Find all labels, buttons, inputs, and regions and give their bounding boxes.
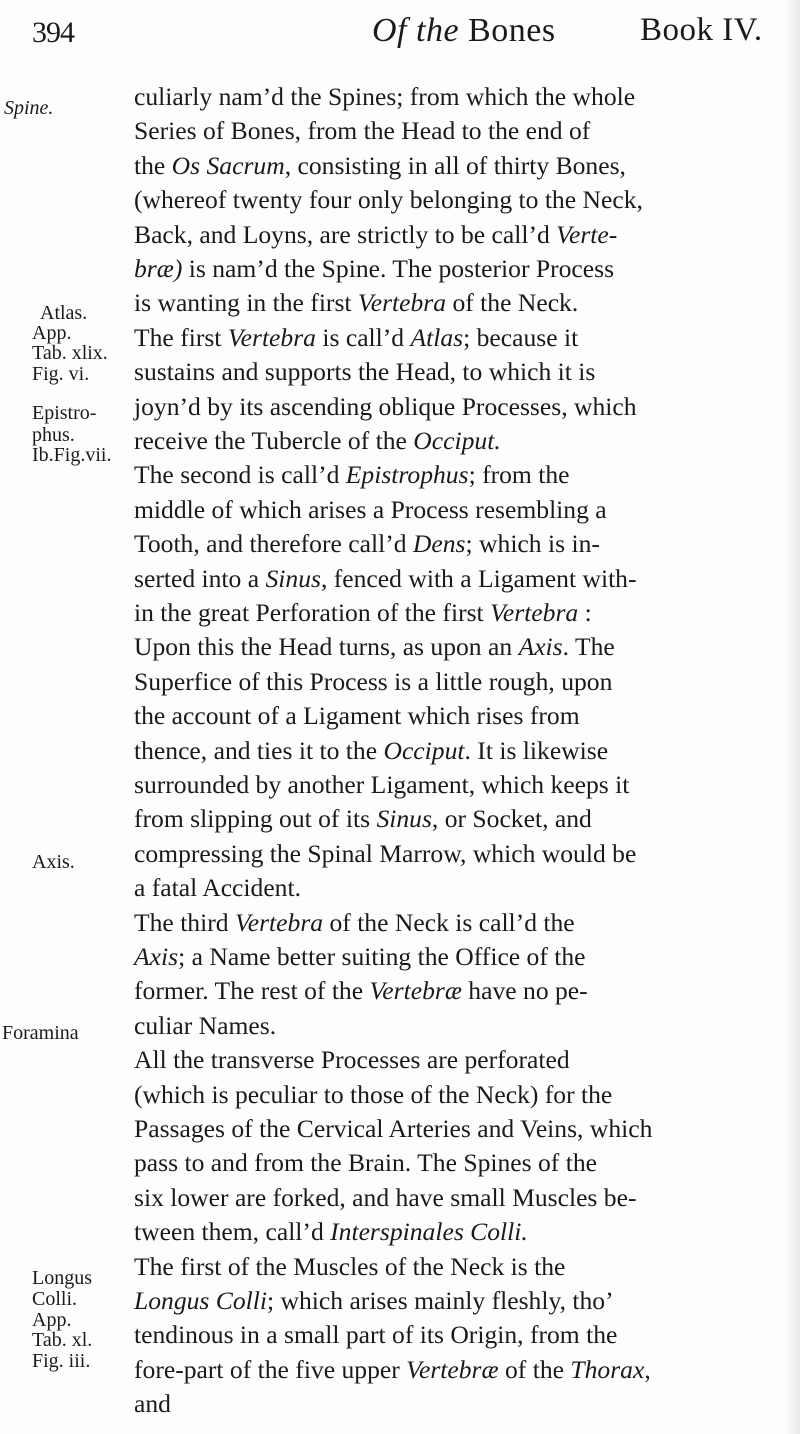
margin-notes xyxy=(0,0,118,1434)
text-line xyxy=(134,1181,636,1215)
italic-run: Vertebræ xyxy=(369,976,462,1006)
text-run: Superfice of this Process is a little rough, upon xyxy=(134,666,613,696)
text-run: ; which arises mainly fleshly, tho’ xyxy=(266,1286,614,1315)
text-line xyxy=(134,458,570,492)
italic-run: Sinus xyxy=(265,563,321,593)
text-run: six lower are forked, and have small Muscles be- xyxy=(134,1182,637,1212)
text-run: serted into a xyxy=(134,563,266,593)
text-run: and xyxy=(134,1389,171,1419)
margin-note: Fig. vi. xyxy=(32,363,90,385)
margin-note: Foramina xyxy=(2,1022,79,1044)
text-line xyxy=(134,1215,528,1249)
text-run: of the Neck. xyxy=(446,288,579,318)
text-line xyxy=(134,1250,565,1284)
text-run: Passages of the Cervical Arteries and Veins, which xyxy=(134,1114,653,1143)
italic-run: Epistrophus xyxy=(345,460,469,490)
italic-run: Axis xyxy=(518,632,563,662)
text-line xyxy=(134,699,580,733)
italic-run: Verte- xyxy=(556,219,618,249)
text-line xyxy=(134,493,607,527)
italic-run: Occiput. xyxy=(413,426,501,455)
text-run: the xyxy=(134,150,172,180)
italic-run: Atlas xyxy=(410,322,464,352)
text-run: of the Neck is call’d the xyxy=(323,907,575,937)
text-line xyxy=(134,149,626,183)
margin-note: Tab. xl. xyxy=(32,1329,93,1351)
text-run: culiarly nam’d the Spines; from which the whole xyxy=(134,82,636,111)
italic-run: Dens xyxy=(412,529,466,559)
italic-run: Os Sacrum xyxy=(171,150,285,180)
text-line xyxy=(134,286,578,320)
text-run: fore-part of the five upper xyxy=(134,1354,407,1384)
text-line xyxy=(134,527,600,561)
text-line xyxy=(134,562,637,596)
text-run: former. The rest of the xyxy=(134,976,370,1006)
italic-run: bræ) xyxy=(134,254,183,283)
text-run: from slipping out of its xyxy=(134,804,377,834)
margin-note: App. xyxy=(32,322,72,344)
text-run: ; which is in- xyxy=(465,529,600,559)
running-title-rest: Bones xyxy=(459,12,556,49)
text-run: ; because it xyxy=(463,322,579,352)
italic-run: Vertebra xyxy=(227,322,316,352)
text-line xyxy=(134,1353,651,1387)
text-run: of the xyxy=(498,1354,571,1384)
text-run: culiar Names. xyxy=(134,1010,277,1040)
text-run: The second is call’d xyxy=(134,460,346,490)
text-run: in the great Perforation of the first xyxy=(134,598,491,627)
text-run: (which is peculiar to those of the Neck) for the xyxy=(134,1079,613,1109)
text-run: ; a Name better suiting the Office of the xyxy=(178,942,586,971)
text-run: a fatal Accident. xyxy=(134,873,301,903)
text-line xyxy=(134,871,301,905)
italic-run: Occiput xyxy=(383,735,465,765)
text-line xyxy=(134,183,643,217)
text-run: The third xyxy=(134,907,235,937)
text-line xyxy=(134,940,586,974)
margin-note: Axis. xyxy=(32,851,75,873)
text-run: tween them, call’d xyxy=(134,1217,331,1247)
italic-run: Vertebra xyxy=(234,907,324,937)
text-line xyxy=(134,1009,276,1043)
text-run: The first xyxy=(134,322,228,352)
text-run: is nam’d the Spine. The posterior Process xyxy=(182,254,615,283)
italic-run: Vertebræ xyxy=(406,1354,499,1384)
text-line xyxy=(134,768,629,802)
italic-run: Sinus xyxy=(376,804,432,834)
text-line xyxy=(134,424,501,458)
text-run: (whereof twenty four only belonging to the Neck, xyxy=(134,185,643,215)
text-run: . It is likewise xyxy=(464,735,609,765)
running-title xyxy=(372,12,556,50)
margin-note: Colli. xyxy=(32,1288,78,1310)
text-run: Series of Bones, from the Head to the end of xyxy=(134,116,591,146)
margin-note: Epistro- xyxy=(32,402,97,424)
text-line xyxy=(134,390,637,424)
text-line xyxy=(134,218,617,252)
text-line xyxy=(134,837,636,871)
text-run: All the transverse Processes are perforated xyxy=(134,1045,570,1075)
running-title-italic: Of the xyxy=(372,12,460,49)
italic-run: Thorax xyxy=(570,1354,645,1384)
running-header xyxy=(0,0,800,64)
margin-note: Fig. iii. xyxy=(32,1350,91,1372)
page-edge-shadow xyxy=(786,0,800,1434)
text-run: Tooth, and therefore call’d xyxy=(134,529,413,559)
text-line xyxy=(134,1284,614,1318)
margin-note: Tab. xlix. xyxy=(32,342,108,364)
text-run: . The xyxy=(562,632,615,662)
text-line xyxy=(134,906,575,940)
text-line xyxy=(134,321,578,355)
text-line xyxy=(134,1318,617,1352)
margin-note: phus. xyxy=(32,424,75,446)
text-run: joyn’d by its ascending oblique Processes, which xyxy=(134,391,637,421)
text-run: , or Socket, and xyxy=(431,804,592,834)
text-run: , fenced with a Ligament with- xyxy=(320,563,637,593)
text-line xyxy=(134,1112,652,1146)
italic-run: Interspinales Colli. xyxy=(330,1217,528,1247)
margin-note: Ib.Fig.vii. xyxy=(32,444,112,466)
text-run: receive the Tubercle of the xyxy=(134,426,414,455)
margin-note: App. xyxy=(32,1309,72,1331)
text-line xyxy=(134,1043,570,1077)
text-run: surrounded by another Ligament, which keeps it xyxy=(134,770,630,799)
text-line xyxy=(134,1387,171,1421)
text-line xyxy=(134,1146,597,1180)
text-run: , consisting in all of thirty Bones, xyxy=(284,150,626,180)
text-run: tendinous in a small part of its Origin, from the xyxy=(134,1320,618,1350)
text-run: sustains and supports the Head, to which it is xyxy=(134,357,596,387)
text-line xyxy=(134,630,615,664)
text-run: is call’d xyxy=(315,322,411,352)
text-line xyxy=(134,114,590,148)
text-line xyxy=(134,80,635,114)
text-run: , xyxy=(644,1354,651,1384)
italic-run: Vertebra xyxy=(357,288,447,318)
italic-run: Axis xyxy=(134,942,179,971)
text-line xyxy=(134,596,592,630)
text-run: Upon this the Head turns, as upon an xyxy=(134,632,519,662)
italic-run: Vertebra xyxy=(490,598,579,627)
text-run: The first of the Muscles of the Neck is the xyxy=(134,1251,566,1281)
text-run: the account of a Ligament which rises from xyxy=(134,701,580,731)
margin-note: Atlas. xyxy=(40,302,88,324)
text-run: ; from the xyxy=(468,460,570,490)
text-run: : xyxy=(578,598,592,627)
text-line xyxy=(134,355,595,389)
text-line xyxy=(134,665,612,699)
text-line xyxy=(134,974,588,1008)
text-run: pass to and from the Brain. The Spines of the xyxy=(134,1148,597,1178)
margin-note: Spine. xyxy=(4,97,54,119)
book-reference: Book IV. xyxy=(640,12,763,48)
text-run: Back, and Loyns, are strictly to be call’d xyxy=(134,219,557,249)
text-line xyxy=(134,252,614,286)
text-line xyxy=(134,734,608,768)
italic-run: Longus Colli xyxy=(134,1286,267,1315)
margin-note: Longus xyxy=(32,1267,92,1289)
text-run: middle of which arises a Process resembling a xyxy=(134,494,607,524)
page-number: 394 xyxy=(32,16,74,49)
text-run: is wanting in the first xyxy=(134,288,358,318)
text-run: thence, and ties it to the xyxy=(134,735,384,765)
text-run: compressing the Spinal Marrow, which would be xyxy=(134,838,637,868)
text-line xyxy=(134,1078,612,1112)
text-run: have no pe- xyxy=(461,976,588,1006)
text-line xyxy=(134,802,592,836)
